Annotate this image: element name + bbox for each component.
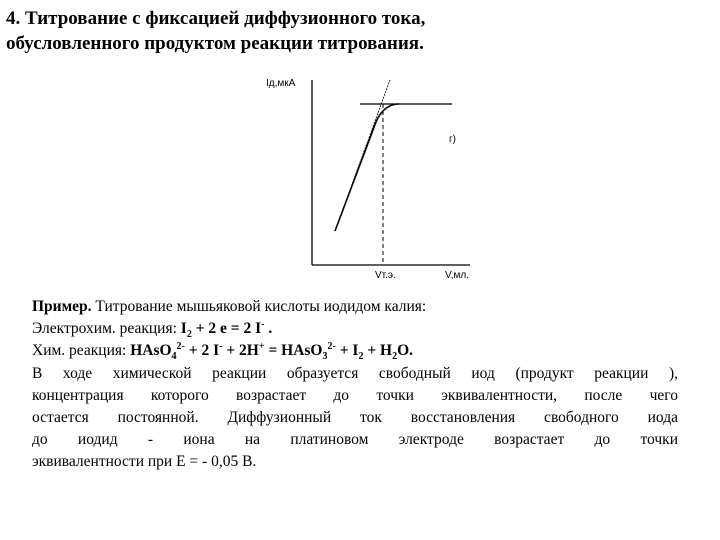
example-text <box>32 296 678 474</box>
eq-part: = HAsO <box>264 342 323 360</box>
eq-part: . <box>264 320 273 338</box>
eq-sub: 2 <box>392 351 398 363</box>
eq-part: + H <box>363 342 393 360</box>
paragraph-line: В ходе химической реакции образуется свободный иод (продукт реакции ), <box>32 364 678 382</box>
eq-part: O. <box>397 342 414 360</box>
eq-part: HAsO <box>130 342 172 360</box>
chem-reaction <box>32 340 678 362</box>
eq-sup: - <box>219 341 223 353</box>
example-line <box>32 296 678 318</box>
paragraph-line: концентрация которого возрастает до точки эквивалентности, после чего <box>32 386 678 404</box>
eq-sup: - <box>261 319 265 331</box>
eq-sup: 2- <box>327 341 336 353</box>
eq-part: + I <box>335 342 359 360</box>
eq-part: + 2 e = 2 I <box>191 320 262 338</box>
chem-label: Хим. реакция: <box>32 342 131 360</box>
eq-sub: 2 <box>186 329 192 341</box>
eq-sub: 3 <box>322 351 328 363</box>
chem-equation <box>130 341 414 363</box>
paragraph-line: до иодид - иона на платиновом электроде возрастает до точки <box>32 431 678 449</box>
titration-curve <box>335 104 399 231</box>
y-axis-label: Iд,мкА <box>266 78 296 89</box>
x-axis-label: V,мл. <box>445 270 470 281</box>
paragraph-line: остается постоянной. Диффузионный ток восстановления свободного иода <box>32 409 678 427</box>
eq-part: + 2H <box>222 342 259 360</box>
example-lead-text: Титрование мышьяковой кислоты иодидом калия: <box>91 298 427 315</box>
title-line-1: 4. Титрование с фиксацией диффузионного тока, <box>6 8 426 29</box>
electro-equation <box>180 319 273 341</box>
eq-sup: + <box>258 341 265 353</box>
paragraph-line: эквивалентности при E = - 0,05 В. <box>32 453 257 471</box>
panel-label: г) <box>449 134 456 145</box>
eq-sup: 2- <box>176 341 185 353</box>
title-line-2: обусловленного продуктом реакции титрования. <box>6 33 424 54</box>
eq-sub: 2 <box>358 351 364 363</box>
example-lead: Пример. <box>32 298 92 315</box>
eq-part: I <box>180 320 187 338</box>
eq-sub: 4 <box>171 351 177 363</box>
eq-part: + 2 I <box>184 342 220 360</box>
equivalence-label: Vт.э. <box>375 270 396 281</box>
electrochem-reaction <box>32 318 678 340</box>
electro-label: Электрохим. реакция: <box>32 320 181 338</box>
